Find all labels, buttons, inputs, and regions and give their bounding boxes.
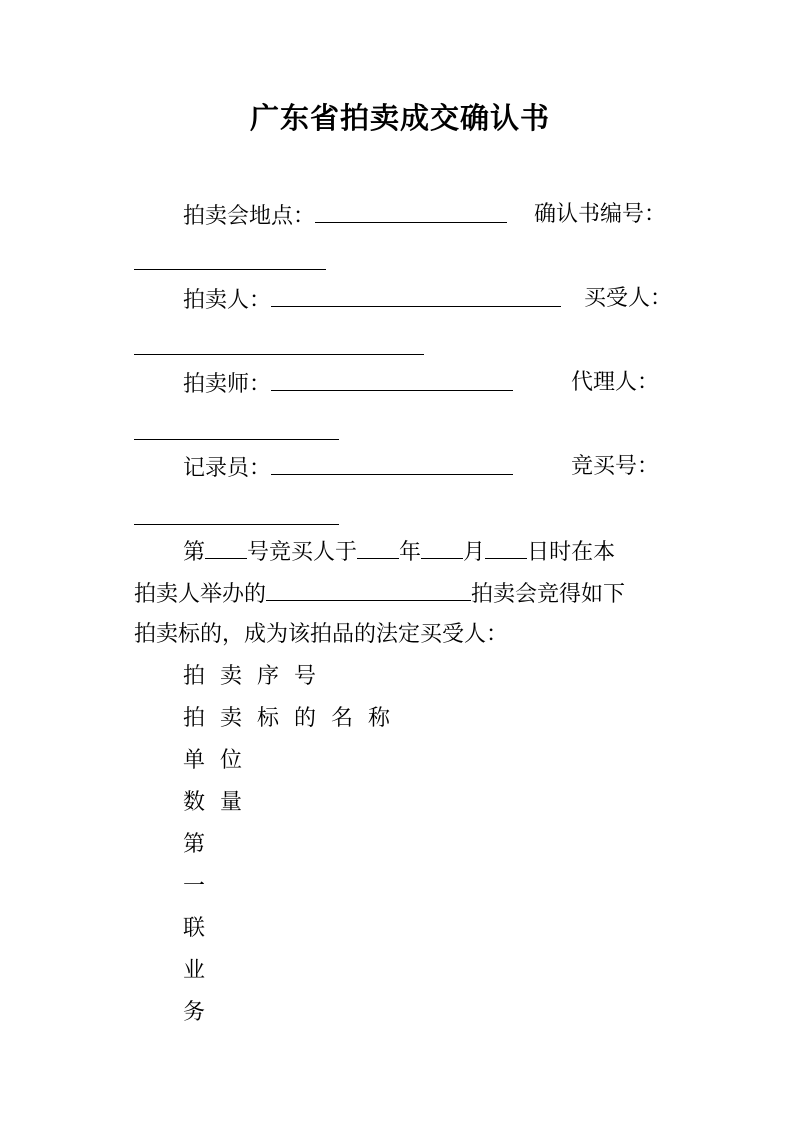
document-title: 广东省拍卖成交确认书 bbox=[249, 101, 550, 135]
statement-line-2 bbox=[134, 578, 625, 610]
auctioneer-org-blank[interactable] bbox=[271, 284, 561, 307]
statement-text: 月 bbox=[463, 540, 486, 565]
copy-label-char: 第 bbox=[183, 832, 206, 857]
auctioneer-row bbox=[183, 368, 513, 400]
copy-label-char: 联 bbox=[183, 916, 206, 941]
bid-no-label: 竞买号： bbox=[571, 454, 660, 479]
buyer-label: 买受人： bbox=[584, 286, 673, 311]
month-blank[interactable] bbox=[421, 536, 463, 559]
header-lot-no: 拍卖序号 bbox=[183, 664, 332, 689]
agent-label: 代理人： bbox=[571, 370, 660, 395]
statement-text: 号竞买人于 bbox=[247, 540, 358, 565]
confirmation-no-blank[interactable] bbox=[134, 268, 326, 270]
copy-label-char: 一 bbox=[183, 874, 206, 899]
auction-venue-row bbox=[183, 200, 507, 232]
statement-text: 第 bbox=[183, 540, 206, 565]
confirmation-no-row bbox=[534, 200, 666, 230]
recorder-label: 记录员： bbox=[183, 456, 272, 481]
auction-name-blank[interactable] bbox=[266, 578, 471, 601]
lot-count-blank[interactable] bbox=[205, 536, 247, 559]
auctioneer-org-row bbox=[183, 284, 561, 316]
recorder-row bbox=[183, 452, 513, 484]
statement-text: 日时在本 bbox=[527, 540, 616, 565]
copy-label-char: 务 bbox=[183, 1000, 206, 1025]
copy-label-char: 业 bbox=[183, 958, 206, 983]
statement-text: 年 bbox=[399, 540, 422, 565]
auction-venue-blank[interactable] bbox=[315, 200, 507, 223]
recorder-blank[interactable] bbox=[271, 452, 513, 475]
auctioneer-org-label: 拍卖人： bbox=[183, 288, 272, 313]
auctioneer-blank[interactable] bbox=[271, 368, 513, 391]
agent-row bbox=[571, 368, 659, 398]
header-lot-name: 拍卖标的名称 bbox=[183, 706, 406, 731]
statement-line-1 bbox=[183, 536, 615, 568]
day-blank[interactable] bbox=[485, 536, 527, 559]
auction-venue-label: 拍卖会地点： bbox=[183, 204, 316, 229]
bid-no-blank[interactable] bbox=[134, 523, 339, 525]
auctioneer-label: 拍卖师： bbox=[183, 372, 272, 397]
year-blank[interactable] bbox=[357, 536, 399, 559]
statement-text: 拍卖人举办的 bbox=[134, 582, 267, 607]
buyer-row bbox=[584, 284, 672, 314]
statement-text: 拍卖会竞得如下 bbox=[471, 582, 626, 607]
agent-blank[interactable] bbox=[134, 438, 339, 440]
buyer-blank[interactable] bbox=[134, 353, 424, 355]
statement-line-3: 拍卖标的，成为该拍品的法定买受人： bbox=[134, 622, 509, 647]
header-unit: 单位 bbox=[183, 748, 258, 773]
header-quantity: 数量 bbox=[183, 790, 258, 815]
confirmation-no-label: 确认书编号： bbox=[534, 202, 667, 227]
bid-no-row bbox=[571, 452, 659, 482]
